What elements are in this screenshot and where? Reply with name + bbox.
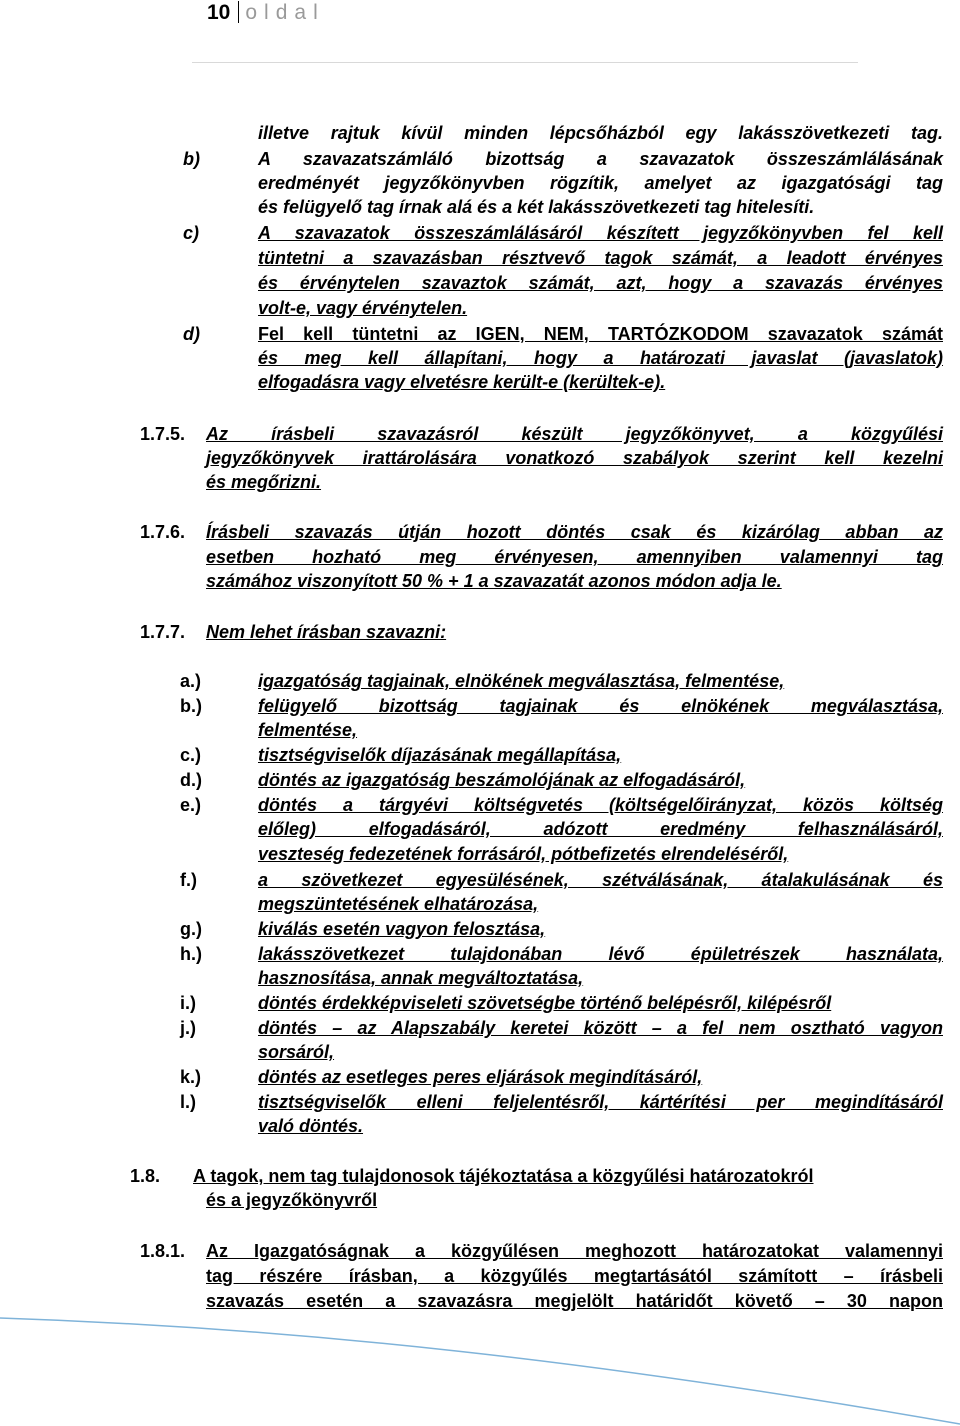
list-h-line-2: hasznosítása, annak megváltoztatása, [258,968,584,988]
list-e-line-2: előleg) elfogadásáról, adózott eredmény felhasználásáról, [258,819,943,839]
list-label-g: g.) [180,919,202,939]
item-c-label: c) [183,223,200,243]
section-1-8-1-line-3: szavazás esetén a szavazásra megjelölt határidőt követő – 30 napon [206,1291,943,1311]
section-1-7-6-number: 1.7.6. [140,522,186,542]
list-k-line-1: döntés az esetleges peres eljárások megindításáról, [258,1067,703,1087]
list-f-line-2: megszüntetésének elhatározása, [258,894,539,914]
list-h-line-1: lakásszövetkezet tulajdonában lévő épületrészek használata, [258,944,943,964]
list-c-line-1: tisztségviselők díjazásának megállapítása, [258,745,622,765]
section-1-7-5-line-1: Az írásbeli szavazásról készült jegyzőkönyvet, a közgyűlési [206,424,943,444]
item-continuation-line: illetve rajtuk kívül minden lépcsőházból egy lakásszövetkezeti tag. [258,123,943,143]
section-1-7-6-line-3: számához viszonyított 50 % + 1 a szavazatát azonos módon adja le. [206,571,782,591]
page-number: 10 [207,1,231,24]
list-label-e: e.) [180,795,202,815]
page-word: oldal [245,1,325,24]
list-d-line-1: döntés az igazgatóság beszámolójának az elfogadásáról, [258,770,746,790]
section-1-8-line-1: A tagok, nem tag tulajdonosok tájékoztatása a közgyűlési határozatokról [193,1166,814,1186]
list-j-line-2: sorsáról, [258,1042,335,1062]
header-separator [238,1,239,23]
section-1-8-1-line-1: Az Igazgatóságnak a közgyűlésen meghozott határozatokat valamennyi [206,1241,943,1261]
list-label-k: k.) [180,1067,202,1087]
section-1-7-7-number: 1.7.7. [140,622,186,642]
list-l-line-1: tisztségviselők elleni feljelentésről, kártérítési per megindításáról [258,1092,943,1112]
list-label-b: b.) [180,696,202,716]
list-j-line-1: döntés – az Alapszabály keretei között – a fel nem osztható vagyon [258,1018,943,1038]
item-c-line-3: és érvénytelen szavaztok számát, azt, hogy a szavazás érvényes [258,273,943,293]
item-b-line-2: eredményét jegyzőkönyvben rögzítik, amelyet az igazgatósági tag [258,173,943,193]
list-label-j: j.) [180,1018,196,1038]
list-label-a: a.) [180,671,202,691]
item-b-line-3: és felügyelő tag írnak alá és a két lakásszövetkezeti tag hitelesíti. [258,197,815,217]
item-c-line-1: A szavazatok összeszámlálásáról készített jegyzőkönyvben fel kell [258,223,943,243]
section-1-8-line-2: és a jegyzőkönyvről [206,1190,378,1210]
section-1-8-1-line-2: tag részére írásban, a közgyűlés megtartásától számított – írásbeli [206,1266,943,1286]
item-b-label: b) [183,149,200,169]
list-label-l: l.) [180,1092,196,1112]
list-label-f: f.) [180,870,197,890]
section-1-7-5-line-3: és megőrizni. [206,472,322,492]
list-f-line-1: a szövetkezet egyesülésének, szétválásának, átalakulásának és [258,870,943,890]
item-d-line-3: elfogadásra vagy elvetésre került-e (kerültek-e). [258,372,666,392]
item-d-line-2: és meg kell állapítani, hogy a határozati javaslat (javaslatok) [258,348,943,368]
list-label-d: d.) [180,770,202,790]
list-i-line-1: döntés érdekképviseleti szövetségbe történő belépésről, kilépésről [258,993,832,1013]
item-d-line-1: Fel kell tüntetni az IGEN, NEM, TARTÓZKODOM szavazatok számát [258,324,943,344]
list-b-line-2: felmentése, [258,720,358,740]
section-1-7-6-line-1: Írásbeli szavazás útján hozott döntés csak és kizárólag abban az [206,522,943,542]
list-e-line-3: veszteség fedezetének forrásáról, pótbefizetés elrendeléséről, [258,844,789,864]
page-header [207,0,325,26]
list-label-i: i.) [180,993,196,1013]
item-d-label: d) [183,324,200,344]
item-c-line-4: volt-e, vagy érvénytelen. [258,298,468,318]
section-1-7-5-line-2: jegyzőkönyvek irattárolására vonatkozó szabályok szerint kell kezelni [206,448,943,468]
item-c-line-2: tüntetni a szavazásban résztvevő tagok számát, a leadott érvényes [258,248,943,268]
section-1-8-number: 1.8. [130,1166,161,1186]
list-l-line-2: való döntés. [258,1116,364,1136]
list-g-line-1: kiválás esetén vagyon felosztása, [258,919,546,939]
list-label-h: h.) [180,944,202,964]
list-e-line-1: döntés a tárgyévi költségvetés (költségelőirányzat, közös költség [258,795,943,815]
section-1-7-5-number: 1.7.5. [140,424,186,444]
list-b-line-1: felügyelő bizottság tagjainak és elnökének megválasztása, [258,696,943,716]
list-a-line-1: igazgatóság tagjainak, elnökének megválasztása, felmentése, [258,671,785,691]
list-label-c: c.) [180,745,202,765]
item-b-line-1: A szavazatszámláló bizottság a szavazatok összeszámlálásának [258,149,943,169]
section-1-8-1-number: 1.8.1. [140,1241,186,1261]
header-rule [192,62,858,63]
section-1-7-6-line-2: esetben hozható meg érvényesen, amennyiben valamennyi tag [206,547,943,567]
section-1-7-7-title: Nem lehet írásban szavazni: [206,622,447,642]
footer-decoration [0,1316,960,1426]
